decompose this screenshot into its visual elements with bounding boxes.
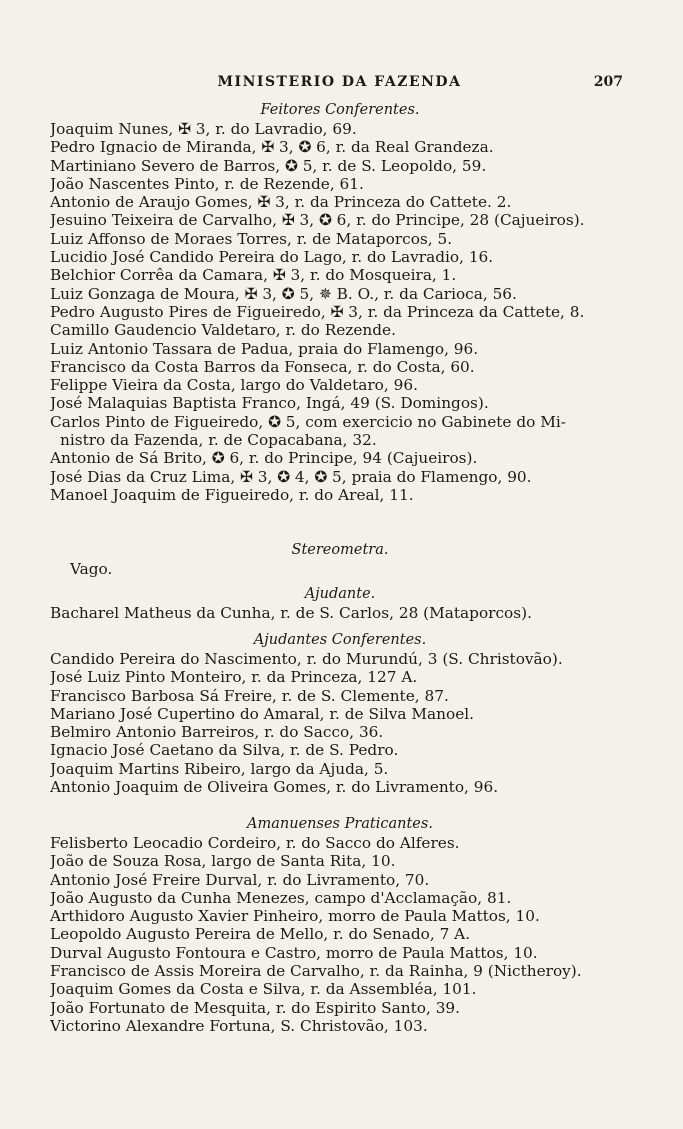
section-heading: Ajudantes Conferentes. [253,632,427,648]
list-item: Pedro Augusto Pires de Figueiredo, ✠ 3, r. da Princeza da Cattete, 8. [50,302,585,321]
list-item: Candido Pereira do Nascimento, r. do Murundú, 3 (S. Christovão). [50,650,563,668]
list-item: Pedro Ignacio de Miranda, ✠ 3, ✪ 6, r. da Real Grandeza. [50,138,494,157]
list-item: Ignacio José Caetano da Silva, r. de S. Pedro. [50,741,399,760]
list-item-continuation: nistro da Fazenda, r. de Copacabana, 32. [60,431,377,450]
list-item: Antonio José Freire Durval, r. do Livramento, 70. [50,870,430,889]
list-item: Leopoldo Augusto Pereira de Mello, r. do Senado, 7 A. [50,925,471,944]
list-item: Joaquim Gomes da Costa e Silva, r. da Assembléa, 101. [50,980,477,999]
section-amanuenses-praticantes [50,814,630,1035]
list-item: Antonio Joaquim de Oliveira Gomes, r. do Livramento, 96. [50,778,499,797]
list-item: Jesuino Teixeira de Carvalho, ✠ 3, ✪ 6, r. do Principe, 28 (Cajueiros). [50,211,585,230]
list-item: Belmiro Antonio Barreiros, r. do Sacco, 36. [50,723,384,742]
list-item: Arthidoro Augusto Xavier Pinheiro, morro de Paula Mattos, 10. [50,907,540,926]
section-ajudante [50,584,630,622]
list-item: Vago. [70,560,113,578]
list-item: Victorino Alexandre Fortuna, S. Christovão, 103. [50,1016,428,1035]
list-item: Bacharel Matheus da Cunha, r. de S. Carlos, 28 (Mataporcos). [50,604,532,622]
section-heading: Stereometra. [291,542,389,558]
list-item: Joaquim Nunes, ✠ 3, r. do Lavradio, 69. [50,120,357,138]
list-item: Luiz Affonso de Moraes Torres, r. de Mataporcos, 5. [50,229,453,248]
section-feitores-conferentes [50,100,630,504]
list-item: João Fortunato de Mesquita, r. do Espirito Santo, 39. [50,998,461,1017]
list-item: Belchior Corrêa da Camara, ✠ 3, r. do Mosqueira, 1. [50,266,457,285]
list-item: José Luiz Pinto Monteiro, r. da Princeza, 127 A. [50,668,418,687]
list-item: Joaquim Martins Ribeiro, largo da Ajuda, 5. [50,759,389,778]
list-item: Mariano José Cupertino do Amaral, r. de Silva Manoel. [50,704,475,723]
list-item: Felisberto Leocadio Cordeiro, r. do Sacco do Alferes. [50,834,460,852]
list-item: Francisco da Costa Barros da Fonseca, r. do Costa, 60. [50,357,475,376]
section-heading: Amanuenses Praticantes. [247,816,433,832]
list-item: Durval Augusto Fontoura e Castro, morro de Paula Mattos, 10. [50,943,538,962]
list-item: José Malaquias Baptista Franco, Ingá, 49 (S. Domingos). [50,394,489,413]
section-ajudantes-conferentes [50,630,630,796]
list-item: Manoel Joaquim de Figueiredo, r. do Areal, 11. [50,485,414,504]
list-item: João Nascentes Pinto, r. de Rezende, 61. [50,174,364,193]
running-header [56,74,623,94]
page-title: MINISTERIO DA FAZENDA [217,74,462,90]
list-item: João Augusto da Cunha Menezes, campo d'Acclamação, 81. [50,888,512,907]
list-item: Carlos Pinto de Figueiredo, ✪ 5, com exercicio no Gabinete do Mi- [50,412,566,431]
section-stereometra [50,540,630,578]
section-heading: Feitores Conferentes. [260,102,420,118]
list-item: José Dias da Cruz Lima, ✠ 3, ✪ 4, ✪ 5, praia do Flamengo, 90. [50,467,532,486]
list-item: Martiniano Severo de Barros, ✪ 5, r. de S. Leopoldo, 59. [50,156,487,175]
list-item: Felippe Vieira da Costa, largo do Valdetaro, 96. [50,376,418,395]
list-item: João de Souza Rosa, largo de Santa Rita, 10. [50,852,396,871]
page-number: 207 [593,74,623,90]
list-item: Antonio de Araujo Gomes, ✠ 3, r. da Princeza do Cattete. 2. [50,193,512,212]
list-item: Luiz Gonzaga de Moura, ✠ 3, ✪ 5, ✵ B. O., r. da Carioca, 56. [50,284,517,303]
list-item: Francisco de Assis Moreira de Carvalho, r. da Rainha, 9 (Nictheroy). [50,962,582,981]
list-item: Camillo Gaudencio Valdetaro, r. do Rezende. [50,321,396,340]
list-item: Francisco Barbosa Sá Freire, r. de S. Clemente, 87. [50,686,449,705]
list-item: Luiz Antonio Tassara de Padua, praia do Flamengo, 96. [50,339,479,358]
list-item: Antonio de Sá Brito, ✪ 6, r. do Principe, 94 (Cajueiros). [50,449,478,468]
list-item: Lucidio José Candido Pereira do Lago, r. do Lavradio, 16. [50,248,494,267]
section-heading: Ajudante. [304,586,376,602]
